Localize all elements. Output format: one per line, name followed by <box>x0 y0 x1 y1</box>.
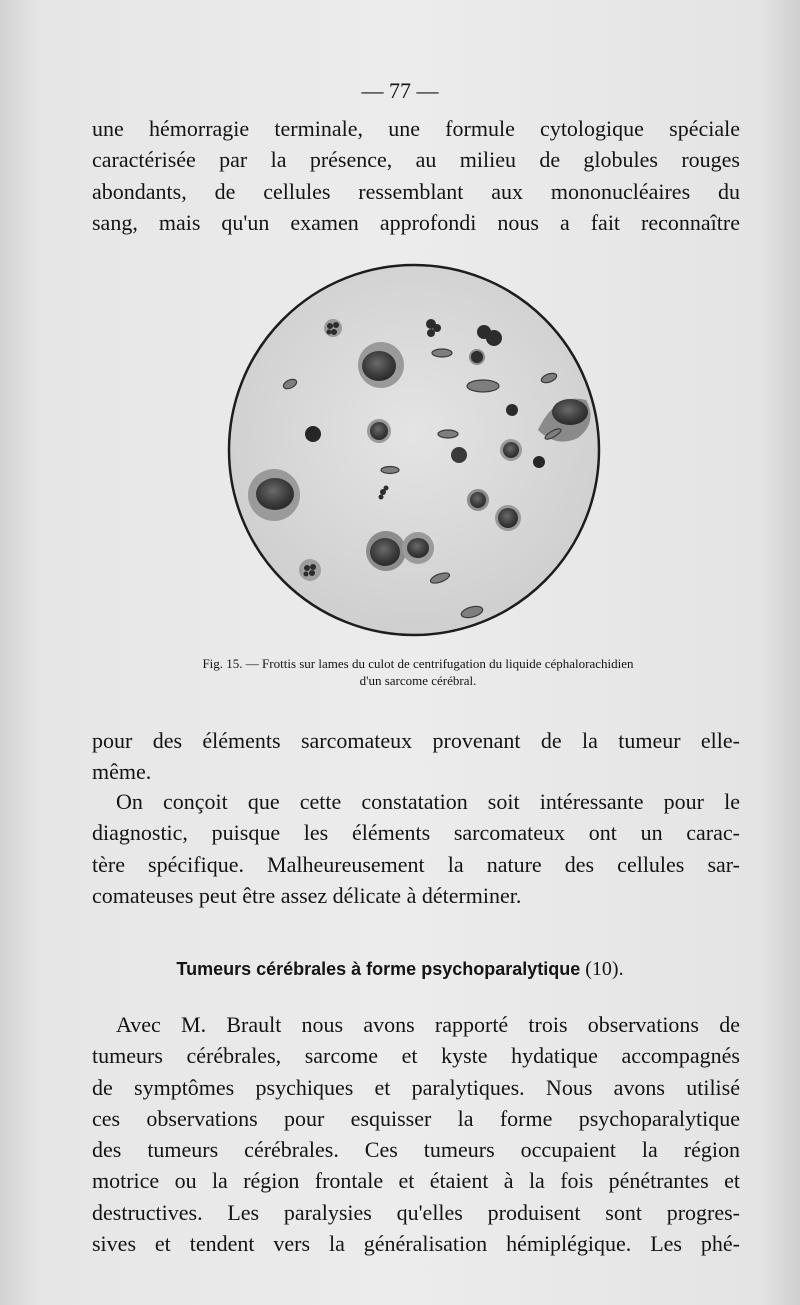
text-line: abondants, de cellules ressemblant aux mononucléaires du <box>92 178 740 204</box>
sarcoma-cell <box>358 342 404 388</box>
figure-caption <box>108 655 728 689</box>
page-number: — 77 — <box>361 78 439 103</box>
text-line: motrice ou la région frontale et étaient à la fois pénétrantes et <box>92 1168 740 1194</box>
section-heading <box>0 958 800 981</box>
top-paragraph <box>92 113 740 238</box>
text-line: diagnostic, puisque les éléments sarcomateux ont un carac- <box>92 820 740 846</box>
section-reference: (10). <box>585 958 624 980</box>
figure-caption-line1: — Frottis sur lames du culot de centrifugation du liquide céphalorachidien <box>245 656 634 671</box>
text-line: même. <box>92 759 152 785</box>
text-line: sives et tendent vers la généralisation hémiplégique. Les phé- <box>92 1231 740 1257</box>
text-line: On conçoit que cette constatation soit intéressante pour le <box>116 789 740 814</box>
paragraph-2 <box>92 725 740 788</box>
figure-label: Fig. 15. <box>202 656 243 671</box>
text-line: sang, mais qu'un examen approfondi nous a fait reconnaître <box>92 209 740 235</box>
text-line: Avec M. Brault nous avons rapporté trois observations de <box>116 1012 740 1037</box>
text-line: tère spécifique. Malheureusement la nature des cellules sar- <box>92 851 740 877</box>
text-line: ces observations pour esquisser la forme psychoparalytique <box>92 1105 740 1131</box>
text-line: une hémorragie terminale, une formule cytologique spéciale <box>92 116 740 141</box>
text-line: comateuses peut être assez délicate à déterminer. <box>92 882 522 908</box>
paragraph-4 <box>92 1009 740 1259</box>
text-line: caractérisée par la présence, au milieu de globules rouges <box>92 147 740 173</box>
text-line: des tumeurs cérébrales. Ces tumeurs occupaient la région <box>92 1137 740 1163</box>
text-line: tumeurs cérébrales, sarcome et kyste hydatique accompagnés <box>92 1043 740 1069</box>
text-line: de symptômes psychiques et paralytiques. Nous avons utilisé <box>92 1074 740 1100</box>
microscope-field-illustration <box>226 262 602 638</box>
paragraph-3 <box>92 786 740 911</box>
text-line: pour des éléments sarcomateux provenant de la tumeur elle- <box>92 728 740 753</box>
section-title: Tumeurs cérébrales à forme psychoparalytique <box>176 959 581 979</box>
figure-caption-line2: d'un sarcome cérébral. <box>359 673 477 688</box>
text-line: destructives. Les paralysies qu'elles produisent sont progres- <box>92 1199 740 1225</box>
